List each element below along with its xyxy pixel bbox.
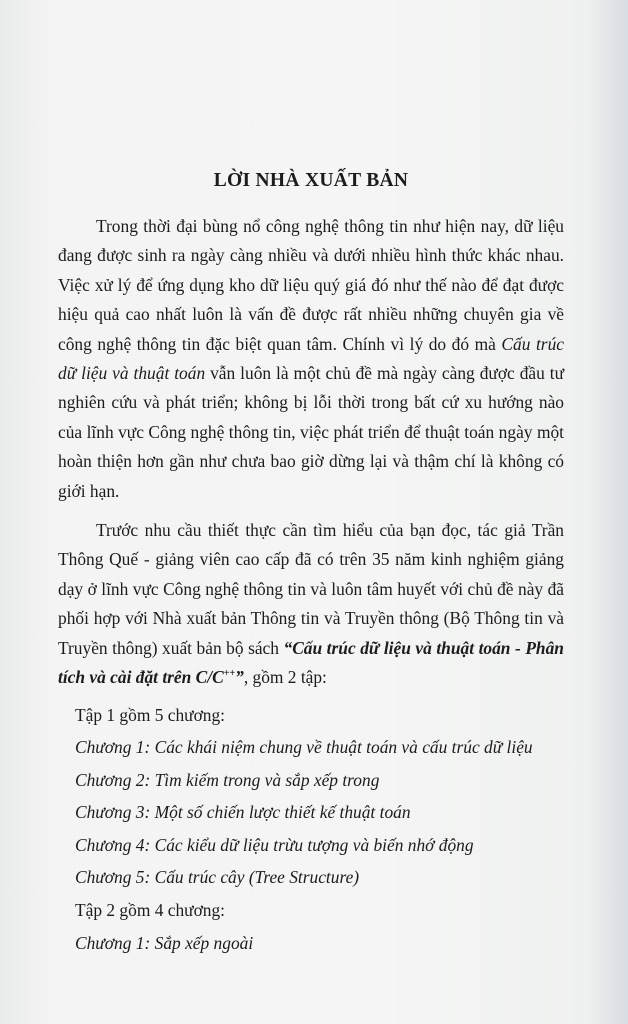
volume-2-heading: Tập 2 gồm 4 chương: (75, 900, 225, 921)
volume-1-chapter-2: Chương 2: Tìm kiếm trong và sắp xếp trong (75, 769, 380, 790)
publication-paragraph (58, 516, 564, 692)
page-edge-shadow (588, 0, 628, 1024)
volume-1-chapter-3: Chương 3: Một số chiến lược thiết kế thuật toán (75, 802, 411, 823)
publication-text-start: Trước nhu cầu thiết thực cần tìm hiểu của bạn đọc, tác giả Trần Thông Quế - giảng viên cao cấp đã có trên 35 năm kinh nghiệm giảng dạy ở lĩnh vực Công nghệ thông tin và luôn tâm huyết với chủ đề này đã phối hợp với Nhà xuất bản Thông tin và Truyền thông (Bộ Thông tin và Truyền thông) xuất bản bộ sách (58, 520, 564, 658)
intro-paragraph (58, 212, 564, 506)
volume-1-chapter-5: Chương 5: Cấu trúc cây (Tree Structure) (75, 867, 360, 888)
volume-1-chapter-1: Chương 1: Các khái niệm chung về thuật toán và cấu trúc dữ liệu (75, 737, 533, 758)
book-title-close-quote: ” (235, 667, 244, 688)
volume-1-heading: Tập 1 gồm 5 chương: (75, 704, 225, 725)
intro-text-start: Trong thời đại bùng nổ công nghệ thông tin như hiện nay, dữ liệu đang được sinh ra ngày càng nhiều và dưới nhiều hình thức khác nhau. Việc xử lý để ứng dụng kho dữ liệu quý giá đó như thế nào để đạt được hiệu quả cao nhất luôn là vấn đề được rất nhiều những chuyên gia về công nghệ thông tin đặc biệt quan tâm. Chính vì lý do đó mà (58, 216, 564, 354)
intro-italic-term: Cấu trúc dữ liệu và thuật toán (58, 333, 564, 384)
book-title-superscript: ++ (223, 668, 236, 680)
book-title-text: “Cấu trúc dữ liệu và thuật toán - Phân tích và cài đặt trên C/C (58, 637, 564, 688)
page-content (58, 170, 564, 959)
publication-text-end: , gồm 2 tập: (243, 667, 327, 688)
intro-text-end: vẫn luôn là một chủ đề mà ngày càng được đầu tư nghiên cứu và phát triển; không bị lỗi thời trong bất cứ xu hướng nào của lĩnh vực Công nghệ thông tin, việc phát triển để thuật toán ngày một hoàn thiện hơn gần như chưa bao giờ dừng lại và thậm chí là không có giới hạn. (58, 363, 565, 501)
volume-1-chapter-4: Chương 4: Các kiểu dữ liệu trừu tượng và biến nhớ động (75, 834, 474, 855)
page-title: LỜI NHÀ XUẤT BẢN (213, 170, 409, 191)
volume-2-chapter-1: Chương 1: Sắp xếp ngoài (75, 932, 254, 953)
volume-list (58, 699, 564, 960)
